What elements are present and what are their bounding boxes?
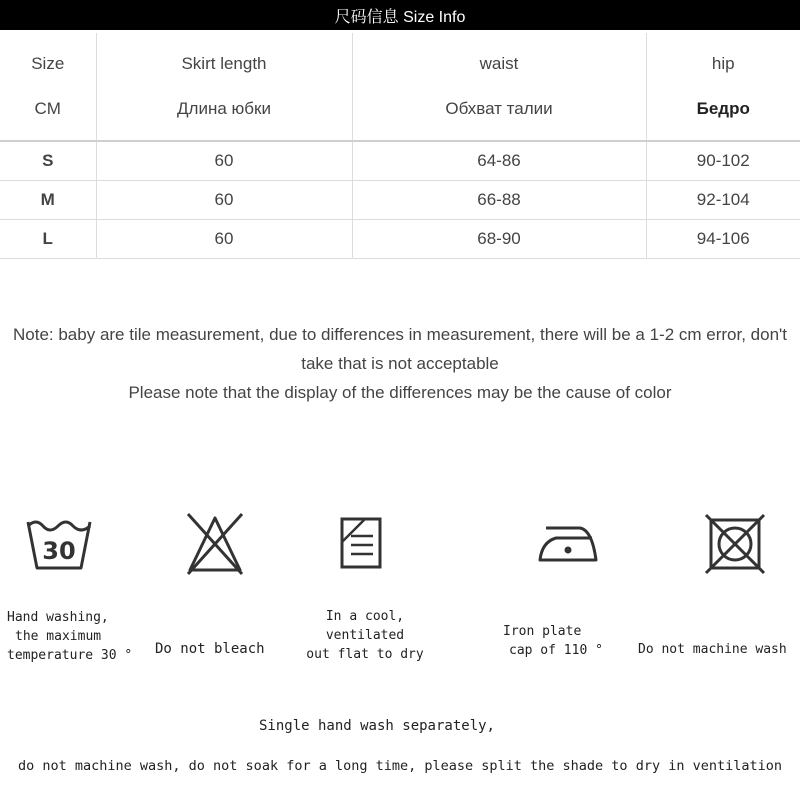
note-line-3: Please note that the display of the differences may be the cause of color: [128, 383, 672, 402]
footer-line-1: Single hand wash separately,: [258, 718, 495, 734]
footer-line-2: do not machine wash, do not soak for a long time, please split the shade to dry in ventilation: [17, 758, 782, 774]
dry-flat-label-line: In a cool,: [325, 609, 405, 624]
header-waist-ru: Обхват талии: [445, 99, 553, 118]
skirt-length-cell: 60: [96, 181, 352, 220]
dry-flat-label-line: ventilated: [325, 628, 405, 643]
hand-wash-30-icon: [24, 514, 94, 574]
size-table: [0, 33, 800, 259]
hip-cell: 90-102: [646, 141, 800, 181]
skirt-length-cell: 60: [96, 141, 352, 181]
iron-label-line: Iron plate: [503, 624, 582, 639]
table-row: [0, 141, 800, 181]
header-hip-ru: Бедро: [696, 99, 750, 118]
hand-wash-label-line: temperature 30 °: [7, 648, 133, 663]
header-skirt-length-ru: Длина юбки: [177, 99, 271, 118]
header-size: [0, 33, 96, 141]
hand-wash-label-line: Hand washing,: [7, 610, 109, 625]
do-not-bleach-icon: [186, 512, 244, 576]
dry-flat-label: [305, 607, 425, 664]
do-not-machine-wash-label-line: Do not machine wash: [638, 642, 787, 657]
size-cell: M: [0, 181, 96, 220]
title-bar: [0, 0, 800, 30]
size-cell: L: [0, 220, 96, 259]
header-waist-en: waist: [479, 54, 519, 73]
header-hip: [646, 33, 800, 141]
wash-temperature-text: 30: [42, 537, 76, 565]
hip-cell: 94-106: [646, 220, 800, 259]
table-row: [0, 181, 800, 220]
header-waist: [352, 33, 646, 141]
header-size-en: Size: [31, 54, 65, 73]
hand-wash-label-line: the maximum: [15, 629, 102, 644]
skirt-length-cell: 60: [96, 220, 352, 259]
dry-flat-label-line: out flat to dry: [306, 647, 424, 662]
table-header-row: [0, 33, 800, 141]
waist-cell: 66-88: [352, 181, 646, 220]
size-cell: S: [0, 141, 96, 181]
iron-label: [503, 622, 603, 660]
note-line-1: Note: baby are tile measurement, due to differences in measurement, there will be a 1-2 cm error, don't: [13, 325, 787, 344]
waist-cell: 64-86: [352, 141, 646, 181]
do-not-bleach-label-line: Do not bleach: [155, 641, 265, 657]
dry-flat-in-shade-icon: [339, 516, 383, 570]
hand-wash-label: [7, 608, 132, 665]
note-line-2: take that is not acceptable: [301, 354, 499, 373]
waist-cell: 68-90: [352, 220, 646, 259]
hip-cell: 92-104: [646, 181, 800, 220]
iron-low-heat-icon: [536, 520, 602, 568]
do-not-machine-wash-icon: [703, 512, 767, 576]
header-skirt-length-en: Skirt length: [181, 54, 267, 73]
iron-label-line: cap of 110 °: [509, 643, 603, 658]
header-skirt-length: [96, 33, 352, 141]
header-size-ru: CM: [34, 99, 61, 118]
header-hip-en: hip: [711, 54, 735, 73]
do-not-bleach-label: [155, 640, 265, 659]
table-row: [0, 220, 800, 259]
page-title: 尺码信息 Size Info: [334, 8, 466, 26]
do-not-machine-wash-label: [638, 640, 787, 659]
